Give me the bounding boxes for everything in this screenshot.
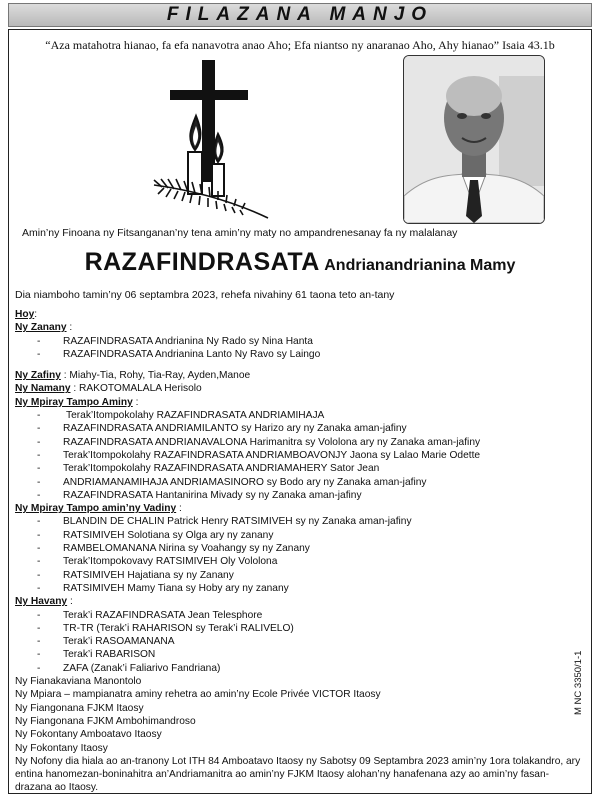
- deceased-name: [0, 248, 600, 277]
- list-item: - RAZAFINDRASATA Andrianina Lanto Ny Ravo sy Laingo: [37, 348, 321, 360]
- intro-text: Amin’ny Finoana ny Fitsanganan’ny tena amin’ny maty no ampandrenesanay fa ny malalanay: [22, 227, 458, 239]
- closing-line: Ny Fiangonana FJKM Ambohimandroso: [15, 715, 196, 727]
- list-item: - Terak’i RASOAMANANA: [37, 636, 175, 648]
- deceased-given-names: Andrianandrianina Mamy: [324, 257, 516, 274]
- list-item: - Terak’Itompokolahy RAZAFINDRASATA ANDRIAMBOAVONJY Jaona sy Lalao Marie Odette: [37, 449, 481, 461]
- list-item: - RATSIMIVEH Hajatiana sy ny Zanany: [37, 569, 234, 581]
- list-item: - Terak’Itompokolahy RAZAFINDRASATA ANDRIAMIHAJA: [37, 410, 325, 422]
- list-item: - Terak’i RAZAFINDRASATA Jean Telesphore: [37, 609, 263, 621]
- list-item: - RATSIMIVEH Solotiana sy Olga ary ny zanany: [37, 529, 274, 541]
- list-item: - ZAFA (Zanak’i Faliarivo Fandriana): [37, 662, 221, 674]
- deceased-surname: RAZAFINDRASATA: [84, 248, 320, 276]
- funeral-notice: Ny Nofony dia hiala ao an-tranony Lot ITH 84 Amboatavo Itaosy ny Sabotsy 09 Septambra 2023 amin’ny 1ora tolakandro, ary entina hanomezan-boninahitra an’Andriamanitra ao amin’ny FJKM Itaosy alohan’ny hanafenana azy ao amin’ny fasan-drazana ao Itaosy.: [15, 755, 581, 794]
- reference-code: M NC 3350/1-1: [573, 650, 584, 715]
- mpiray-tampo-aminy-label: Ny Mpiray Tampo Aminy: [15, 396, 133, 408]
- closing-line: Ny Mpiara – mampianatra aminy rehetra ao amin’ny Ecole Privée VICTOR Itaosy: [15, 689, 381, 701]
- list-item: - Terak’Itompokovavy RATSIMIVEH Oly Vololona: [37, 556, 278, 568]
- list-item: - RAZAFINDRASATA Andrianina Ny Rado sy Nina Hanta: [37, 335, 313, 347]
- list-item: - RAZAFINDRASATA ANDRIAMILANTO sy Harizo ary ny Zanaka aman-jafiny: [37, 423, 407, 435]
- notice-body: Hoy: Ny Zanany : - RAZAFINDRASATA Andrianina Ny Rado sy Nina Hanta - RAZAFINDRASATA Andrianina Lanto Ny Ravo sy Laingo Ny Zafiny : Miahy-Tia, Rohy, Tia-Ray, Ayden,Manoe Ny Namany : RAKOTOMALALA Herisolo Ny Mpiray Tampo Aminy : - Terak’Itompokolahy RAZAFINDRASATA ANDRIAMIHAJA - RAZAFINDRASATA ANDRIAMILANTO sy Harizo ary ny Zanaka aman-jafiny - RAZAFINDRASATA ANDRIANAVALONA Harimanitra sy Vololona ary ny Zanaka aman-jafiny - Terak’Itompokolahy RAZAFINDRASATA ANDRIAMBOAVONJY Jaona sy Lalao Marie Odette - Terak’Itompokolahy RAZAFINDRASATA ANDRIAMAHERY Sator Jean - ANDRIAMANAMIHAJA ANDRIAMASINORO sy Bodo ary ny Zanaka aman-jafiny - RAZAFINDRASATA Hantanirina Mivady sy ny Zanaka aman-jafiny Ny Mpiray Tampo amin’ny Vadiny : - BLANDIN DE CHALIN Patrick Henry RATSIMIVEH sy ny Zanaka aman-jafiny - RATSIMIVEH Solotiana sy Olga ary ny zanany - RAMBELOMANANA Nirina sy Voahangy sy ny Zanany - Terak’Itompokovavy RATSIMIVEH Oly Vololona - RATSIMIVEH Hajatiana sy ny Zanany - RATSIMIVEH Mamy Tiana sy Hoby ary ny zanany Ny Havany : - Terak’i RAZAFINDRASATA Jean Telesphore - TR-TR (Terak’i RAHARISON sy Terak’i RALIVELO) - Terak’i RASOAMANANA - Terak’i RABARISON - ZAFA (Zanak’i Faliarivo Fandriana) Ny Fianakaviana Manontolo Ny Mpiara – mampianatra aminy rehetra ao amin’ny Ecole Privée VICTOR Itaosy Ny Fiangonana FJKM Itaosy Ny Fiangonana FJKM Ambohimandroso Ny Fokontany Amboatavo Itaosy Ny Fokontany Itaosy Ny Nofony dia hiala ao an-tranony Lot ITH 84 Amboatavo Itaosy ny Sabotsy 09 Septambra 2023 amin’ny 1ora tolakandro, ary entina hanomezan-boninahitra an’Andriamanitra ao amin’ny FJKM Itaosy alohan’ny hanafenana azy ao amin’ny fasan-drazana ao Itaosy.: [15, 308, 585, 795]
- portrait-image: [404, 56, 544, 223]
- mpiray-tampo-vadiny-label: Ny Mpiray Tampo amin’ny Vadiny: [15, 503, 177, 515]
- list-item: - RAZAFINDRASATA Hantanirina Mivady sy ny Zanaka aman-jafiny: [37, 489, 362, 501]
- list-item: - TR-TR (Terak’i RAHARISON sy Terak’i RALIVELO): [37, 622, 294, 634]
- zanany-label: Ny Zanany: [15, 322, 67, 334]
- zafiny-line: Ny Zafiny : Miahy-Tia, Rohy, Tia-Ray, Ayden,Manoe: [15, 370, 251, 382]
- bible-quote: “Aza matahotra hianao, fa efa nanavotra anao Aho; Efa niantso ny anaranao Aho, Ahy hianao” Isaia 43.1b: [45, 38, 555, 52]
- death-notice: Dia niamboho tamin’ny 06 septambra 2023, rehefa nivahiny 61 taona teto an-tany: [15, 289, 395, 301]
- list-item: - RAMBELOMANANA Nirina sy Voahangy sy ny Zanany: [37, 543, 310, 555]
- closing-line: Ny Fokontany Amboatavo Itaosy: [15, 729, 162, 741]
- havany-label: Ny Havany: [15, 596, 68, 608]
- cross-icon: [150, 60, 270, 220]
- portrait-photo: [403, 55, 545, 224]
- list-item: - RATSIMIVEH Mamy Tiana sy Hoby ary ny zanany: [37, 582, 289, 594]
- closing-line: Ny Fianakaviana Manontolo: [15, 676, 142, 688]
- list-item: - Terak’Itompokolahy RAZAFINDRASATA ANDRIAMAHERY Sator Jean: [37, 463, 380, 475]
- cross-shape: [170, 60, 248, 182]
- namany-line: Ny Namany : RAKOTOMALALA Herisolo: [15, 383, 202, 395]
- closing-line: Ny Fiangonana FJKM Itaosy: [15, 702, 144, 714]
- list-item: - ANDRIAMANAMIHAJA ANDRIAMASINORO sy Bodo ary ny Zanaka aman-jafiny: [37, 476, 427, 488]
- hoy-label: Hoy: [15, 309, 35, 320]
- list-item: - RAZAFINDRASATA ANDRIANAVALONA Harimanitra sy Vololona ary ny Zanaka aman-jafiny: [37, 436, 481, 448]
- closing-line: Ny Fokontany Itaosy: [15, 742, 108, 754]
- notice-header: FILAZANA MANJO: [8, 3, 592, 27]
- list-item: - BLANDIN DE CHALIN Patrick Henry RATSIMIVEH sy ny Zanaka aman-jafiny: [37, 516, 412, 528]
- list-item: - Terak’i RABARISON: [37, 649, 156, 661]
